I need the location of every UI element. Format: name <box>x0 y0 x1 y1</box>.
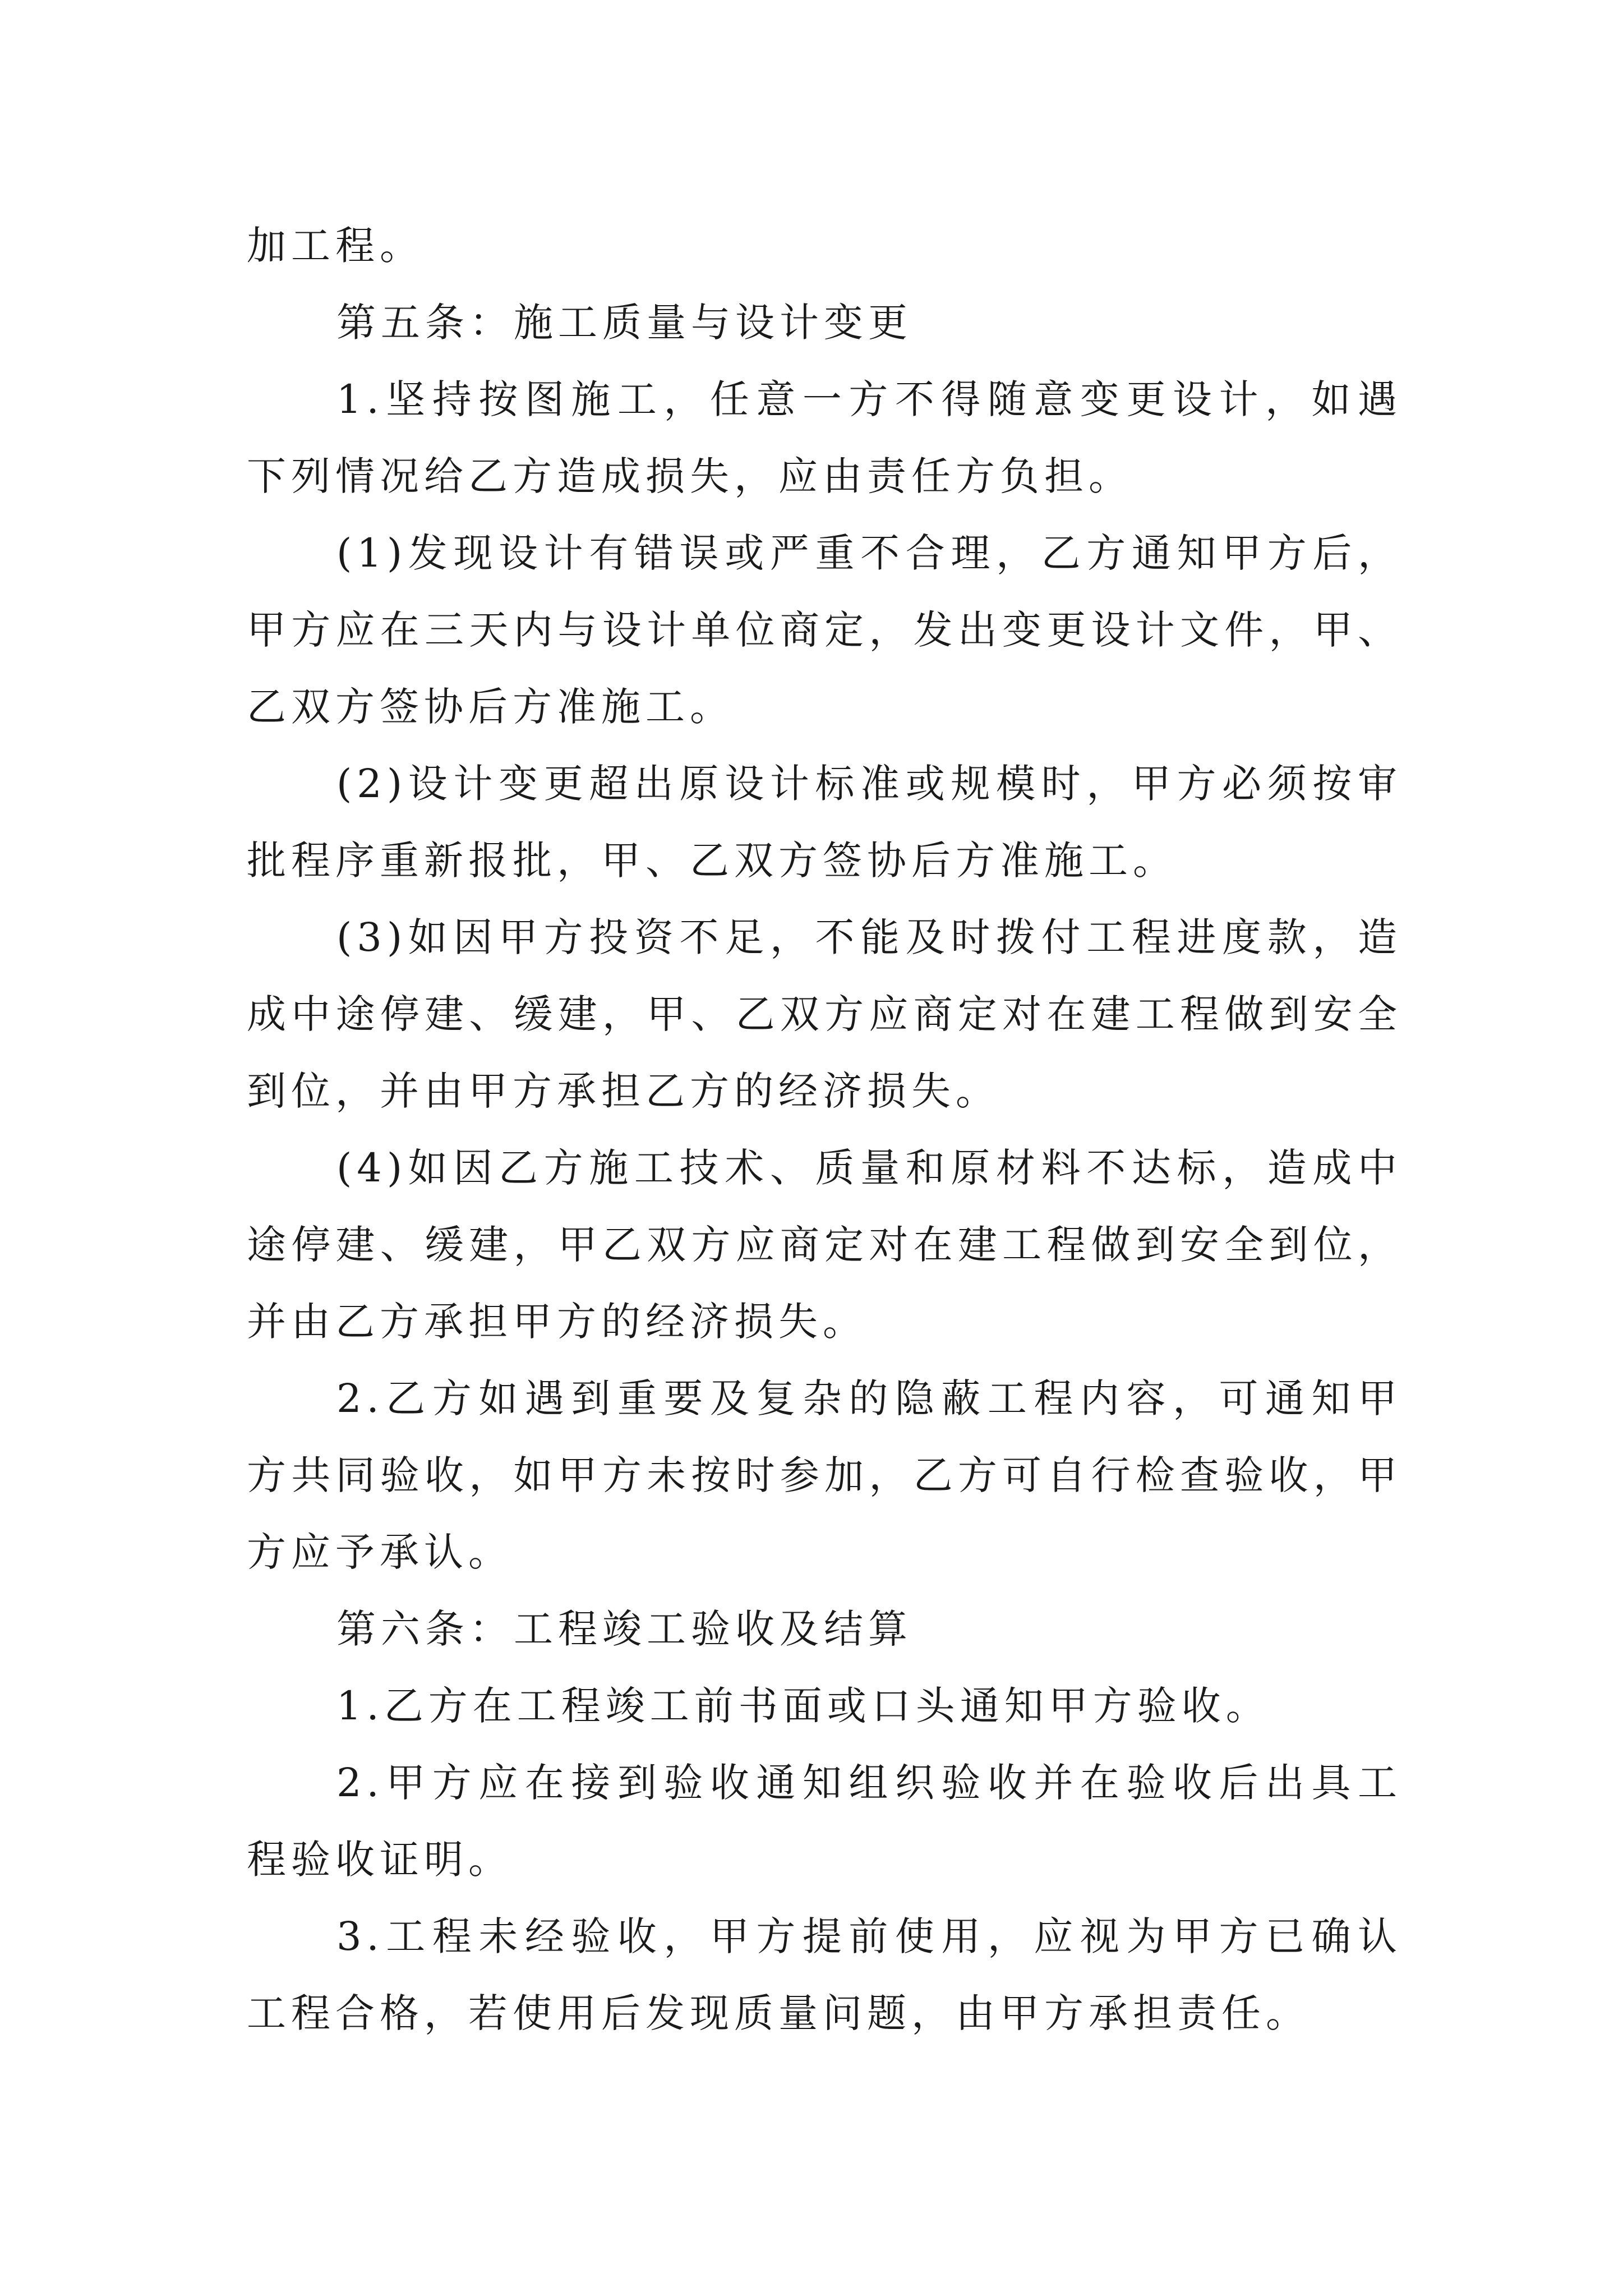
clause-6-1: 1.乙方在工程竣工前书面或口头通知甲方验收。 <box>336 1683 1270 1729</box>
clause-5-1-item-3: (3)如因甲方投资不足，不能及时拨付工程进度款，造成中途停建、缓建，甲、乙双方应商定对在建工程做到安全到位，并由甲方承担乙方的经济损失。 <box>247 914 1402 1114</box>
clause-5-1: 1.坚持按图施工，任意一方不得随意变更设计，如遇下列情况给乙方造成损失，应由责任方负担。 <box>247 376 1402 499</box>
document-body <box>247 208 1402 2052</box>
paragraph-continuation: 加工程。 <box>247 223 424 269</box>
clause-5-1-item-1: (1)发现设计有错误或严重不合理，乙方通知甲方后，甲方应在三天内与设计单位商定，发出变更设计文件，甲、乙双方签协后方准施工。 <box>247 530 1402 730</box>
clause-5-1-item-2: (2)设计变更超出原设计标准或规模时，甲方必须按审批程序重新报批，甲、乙双方签协后方准施工。 <box>247 761 1402 884</box>
clause-6-2: 2.甲方应在接到验收通知组织验收并在验收后出具工程验收证明。 <box>247 1760 1402 1883</box>
clause-5-1-item-4: (4)如因乙方施工技术、质量和原材料不达标，造成中途停建、缓建，甲乙双方应商定对在建工程做到安全到位，并由乙方承担甲方的经济损失。 <box>247 1145 1402 1345</box>
section-heading-article-6: 第六条：工程竣工验收及结算 <box>336 1606 912 1652</box>
clause-6-3: 3.工程未经验收，甲方提前使用，应视为甲方已确认工程合格，若使用后发现质量问题，由甲方承担责任。 <box>247 1913 1402 2036</box>
clause-5-2: 2.乙方如遇到重要及复杂的隐蔽工程内容，可通知甲方共同验收，如甲方未按时参加，乙方可自行检查验收，甲方应予承认。 <box>247 1375 1402 1575</box>
section-heading-article-5: 第五条：施工质量与设计变更 <box>336 300 912 346</box>
